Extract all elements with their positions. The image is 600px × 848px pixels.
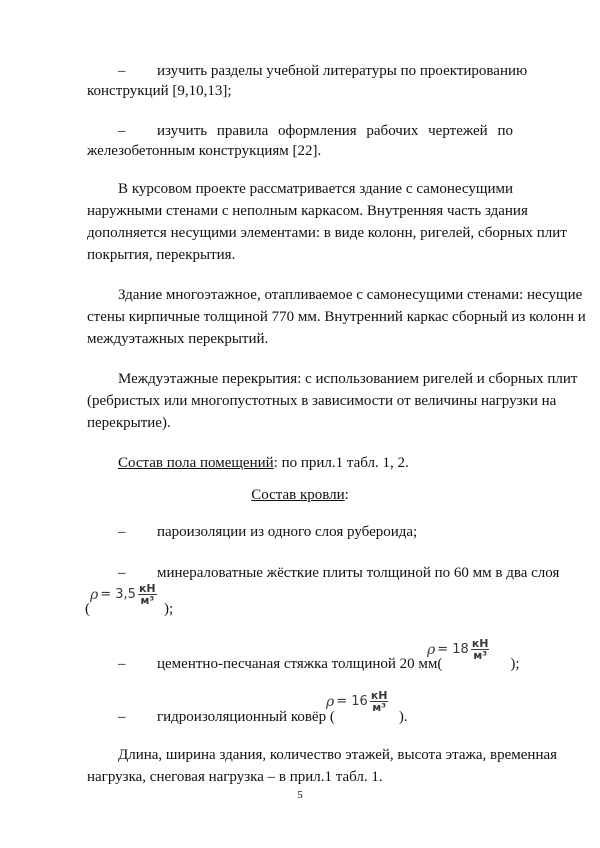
list-dash: – <box>118 656 126 672</box>
roof-layer-vapor-barrier: пароизоляции из одного слоя рубероида; <box>157 524 418 540</box>
list-dash: – <box>118 565 126 581</box>
unit-numerator: кН <box>370 689 388 702</box>
list-item-text-cont: железобетонным конструкциям [22]. <box>87 143 322 159</box>
rho-symbol: ρ <box>326 693 335 710</box>
paragraph-line: дополняется несущими элементами: в виде колонн, ригелей, сборных плит <box>87 225 567 241</box>
paragraph-line: нагрузка, снеговая нагрузка – в прил.1 табл. 1. <box>87 769 383 785</box>
floor-composition <box>118 454 513 472</box>
paragraph-line: В курсовом проекте рассматривается здание с самонесущими <box>118 181 513 197</box>
paragraph-line: междуэтажных перекрытий. <box>87 331 269 347</box>
paragraph-line: Междуэтажные перекрытия: с использованием ригелей и сборных плит <box>118 371 578 387</box>
roof-heading-colon: : <box>344 487 349 503</box>
unit-numerator: кН <box>471 637 489 650</box>
density-formula-16 <box>326 690 388 713</box>
unit-fraction <box>138 583 157 606</box>
list-dash: – <box>118 709 126 725</box>
unit-fraction <box>370 690 389 713</box>
density-formula-18 <box>427 638 489 661</box>
unit-denominator: м³ <box>372 701 387 714</box>
list-dash: – <box>118 524 126 540</box>
list-dash: – <box>118 63 126 79</box>
paren-close: ). <box>398 709 408 725</box>
roof-heading <box>87 486 513 504</box>
roof-layer-screed-text: цементно-песчаная стяжка толщиной 20 мм( <box>157 656 443 672</box>
floor-composition-ref: : по прил.1 табл. 1, 2. <box>273 455 409 471</box>
paragraph-line: покрытия, перекрытия. <box>87 247 236 263</box>
roof-heading-label: Состав кровли <box>251 487 345 503</box>
paragraph-line: перекрытие). <box>87 415 171 431</box>
list-item-text: изучить разделы учебной литературы по проектированию <box>157 63 528 79</box>
formula-value: = 18 <box>437 642 469 657</box>
paragraph-line: стены кирпичные толщиной 770 мм. Внутренний каркас сборный из колонн и <box>87 309 586 325</box>
unit-denominator: м³ <box>473 649 488 662</box>
list-item-text: изучить правила оформления рабочих чертежей по <box>157 123 513 139</box>
floor-composition-label: Состав пола помещений <box>118 455 274 471</box>
paragraph-line: (ребристых или многопустотных в зависимости от величины нагрузки на <box>87 393 557 409</box>
rho-symbol: ρ <box>427 641 436 658</box>
list-item-text-cont: конструкций [9,10,13]; <box>87 83 232 99</box>
formula-value: = 16 <box>336 694 368 709</box>
unit-denominator: м³ <box>140 594 155 607</box>
roof-layer-mineral-wool: минераловатные жёсткие плиты толщиной по 60 мм в два слоя <box>157 565 560 581</box>
paragraph-line: Длина, ширина здания, количество этажей, высота этажа, временная <box>118 747 558 763</box>
paren-close: ); <box>164 601 174 617</box>
formula-value: = 3,5 <box>100 587 136 602</box>
paragraph-line: Здание многоэтажное, отапливаемое с самонесущими стенами: несущие <box>118 287 583 303</box>
unit-fraction <box>471 638 490 661</box>
rho-symbol: ρ <box>90 586 99 603</box>
paren-close: ); <box>510 656 520 672</box>
list-dash: – <box>118 123 126 139</box>
paragraph-line: наружными стенами с неполным каркасом. Внутренняя часть здания <box>87 203 528 219</box>
page-number: 5 <box>297 789 303 801</box>
paren-open: ( <box>85 601 90 617</box>
roof-layer-waterproofing-text: гидроизоляционный ковёр ( <box>157 709 335 725</box>
unit-numerator: кН <box>138 582 156 595</box>
density-formula-3-5 <box>90 583 157 606</box>
